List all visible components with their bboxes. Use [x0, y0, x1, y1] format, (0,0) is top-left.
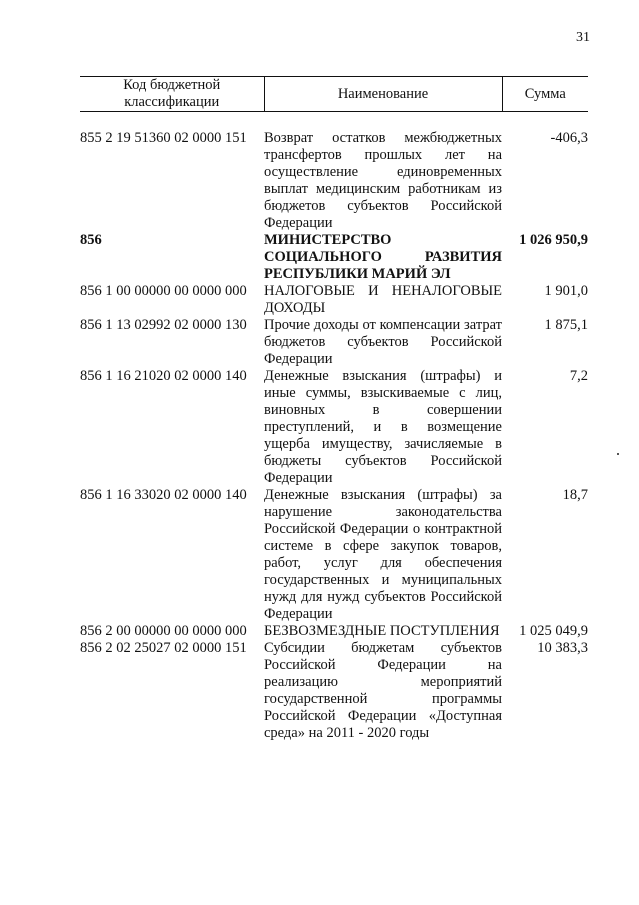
row-name: БЕЗВОЗМЕЗДНЫЕ ПОСТУПЛЕНИЯ: [264, 623, 500, 639]
row-name: Возврат остатков межбюджетных трансфертов прошлых лет на осуществление единовременных выплат медицинским работникам из бюджетов субъектов Российской Федерации: [264, 130, 502, 231]
row-name: Денежные взыскания (штрафы) за нарушение законодательства Российской Федерации о контрактной системе в сфере закупок товаров, работ, услуг для обеспечения государственных и муниципальных нужд для нужд субъектов Российской Федерации: [264, 487, 502, 622]
row-sum: 10 383,3: [537, 640, 588, 656]
row-sum: 7,2: [569, 368, 588, 384]
table-header: [80, 77, 588, 112]
row-code: 856 2 02 25027 02 0000 151: [80, 640, 247, 656]
table-row: [80, 283, 588, 317]
header-sum: Сумма: [502, 77, 588, 112]
header-code: Код бюджетной классификации: [80, 77, 264, 112]
row-code: 856 1 00 00000 00 0000 000: [80, 283, 247, 299]
table-row: [80, 232, 588, 283]
row-code: 855 2 19 51360 02 0000 151: [80, 130, 247, 146]
row-code: 856: [80, 232, 102, 248]
row-sum: -406,3: [550, 130, 588, 146]
row-code: 856 1 13 02992 02 0000 130: [80, 317, 247, 333]
table-row: [80, 487, 588, 623]
row-sum: 1 901,0: [544, 283, 588, 299]
row-sum: 1 875,1: [544, 317, 588, 333]
row-name: Денежные взыскания (штрафы) и иные суммы, взыскиваемые с лиц, виновных в совершении преступлений, и в возмещение ущерба имуществу, зачисляемые в бюджеты субъектов Российской Федерации: [264, 368, 502, 486]
row-code: 856 2 00 00000 00 0000 000: [80, 623, 247, 639]
row-sum: 1 025 049,9: [519, 623, 588, 639]
margin-mark: [617, 453, 619, 455]
budget-table: [80, 76, 588, 742]
row-name: Субсидии бюджетам субъектов Российской Федерации на реализацию мероприятий государственной программы Российской Федерации «Доступная среда» на 2011 - 2020 годы: [264, 640, 502, 741]
page-number: 31: [576, 30, 590, 45]
header-name: Наименование: [264, 77, 502, 112]
row-name: НАЛОГОВЫЕ И НЕНАЛОГОВЫЕ ДОХОДЫ: [264, 283, 502, 316]
table-row: [80, 640, 588, 742]
table-row: [80, 623, 588, 640]
header-spacer: [80, 112, 588, 131]
table-row: [80, 368, 588, 487]
row-code: 856 1 16 33020 02 0000 140: [80, 487, 247, 503]
row-sum: 18,7: [562, 487, 588, 503]
row-name: МИНИСТЕРСТВО СОЦИАЛЬНОГО РАЗВИТИЯ РЕСПУБЛИКИ МАРИЙ ЭЛ: [264, 232, 502, 282]
row-code: 856 1 16 21020 02 0000 140: [80, 368, 247, 384]
row-name: Прочие доходы от компенсации затрат бюджетов субъектов Российской Федерации: [264, 317, 502, 367]
table-row: [80, 317, 588, 368]
table-row: [80, 130, 588, 232]
row-sum: 1 026 950,9: [519, 232, 588, 248]
